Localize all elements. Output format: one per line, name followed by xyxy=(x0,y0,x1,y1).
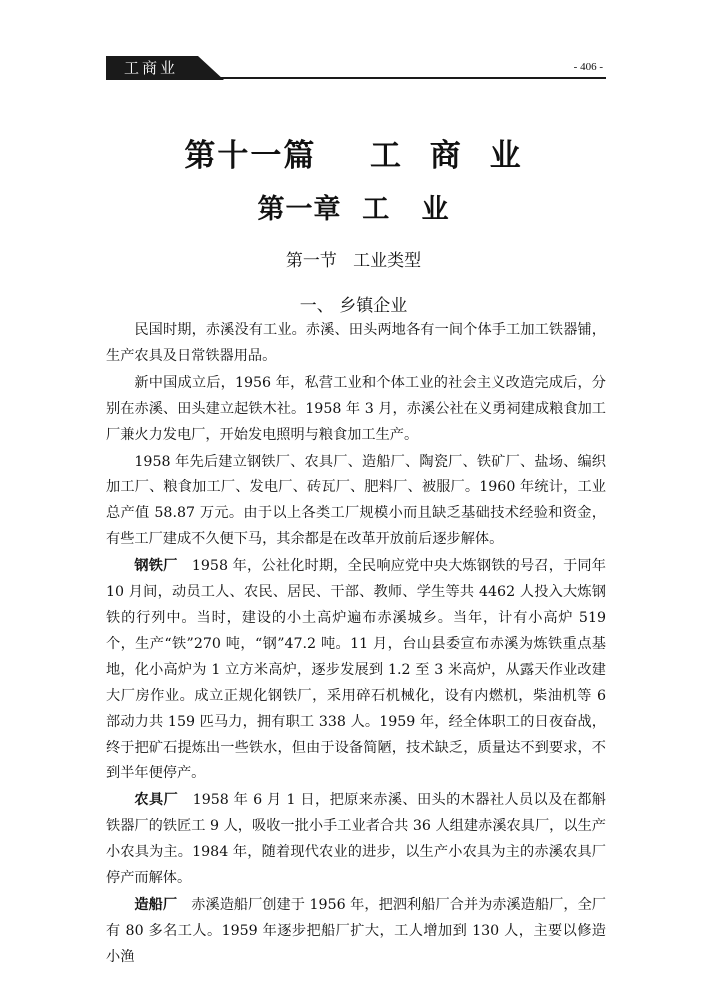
paragraph-text: 新中国成立后，1956 年，私营工业和个体工业的社会主义改造完成后，分别在赤溪、田头建立起铁木社。1958 年 3 月，赤溪公社在义勇祠建成粮食加工厂兼火力发电厂，开始发电照明与粮食加工生产。 xyxy=(106,374,606,443)
paragraph-text: 赤溪造船厂创建于 1956 年，把泗利船厂合并为赤溪造船厂，全厂有 80 多名工人。1959 年逐步把船厂扩大，工人增加到 130 人，主要以修造小渔 xyxy=(106,896,606,965)
subsection-title: 一、 乡镇企业 xyxy=(299,296,408,316)
paragraph-lead-term: 造船厂 xyxy=(134,896,178,913)
paragraph xyxy=(106,554,606,787)
paragraph xyxy=(106,318,606,370)
page-number: - 406 - xyxy=(573,61,603,73)
chapter-tab-label: 工商业 xyxy=(124,59,179,77)
paragraph-text: 1958 年，公社化时期，全民响应党中央大炼钢铁的号召，于同年 10 月间，动员工人、农民、居民、干部、教师、学生等共 4462 人投入大炼钢铁的行列中。当时，建设的小土高炉遍布赤溪城乡。当年，计有小高炉 519 个，生产“铁”270 吨，“钢”47.2 吨。11 月，台山县委宣布赤溪为炼铁重点基地，化小高炉为 1 立方米高炉，逐步发展到 1.2 至 3 米高炉，从露天作业改建大厂房作业。成立正规化钢铁厂，采用碎石机械化，设有内燃机，柴油机等 6 部动力共 159 匹马力，拥有职工 338 人。1959 年，经全体职工的日夜奋战，终于把矿石提炼出一些铁水，但由于设备简陋，技术缺乏，质量达不到要求，不到半年便停产。 xyxy=(106,558,606,782)
body-text xyxy=(106,318,606,971)
paragraph xyxy=(106,893,606,971)
paragraph-text: 1958 年 6 月 1 日，把原来赤溪、田头的木器社人员以及在都斛铁器厂的铁匠工 9 人，吸收一批小手工业者合共 36 人组建赤溪农具厂，以生产小农具为主。1984 年，随着现代农业的进步，以生产小农具为主的赤溪农具厂停产而解体。 xyxy=(106,792,606,887)
paragraph-text: 民国时期，赤溪没有工业。赤溪、田头两地各有一间个体手工加工铁器铺，生产农具及日常铁器用品。 xyxy=(106,322,606,364)
paragraph-lead-term: 农具厂 xyxy=(134,792,179,809)
paragraph xyxy=(106,371,606,449)
section-title: 第一节 工业类型 xyxy=(285,251,422,271)
part-title: 第十一篇 工 商 业 xyxy=(184,138,523,174)
chapter-title: 第一章 工 业 xyxy=(257,194,450,225)
paragraph xyxy=(106,788,606,892)
paragraph-lead-term: 钢铁厂 xyxy=(134,558,178,575)
header-rule xyxy=(210,77,606,79)
paragraph-text: 1958 年先后建立钢铁厂、农具厂、造船厂、陶瓷厂、铁矿厂、盐场、编织加工厂、粮食加工厂、发电厂、砖瓦厂、肥料厂、被服厂。1960 年统计，工业总产值 58.87 万元。由于以上各类工厂规模小而且缺乏基础技术经验和资金，有些工厂建成不久便下马，其余都是在改革开放前后逐步解体。 xyxy=(106,453,606,548)
paragraph xyxy=(106,450,606,554)
